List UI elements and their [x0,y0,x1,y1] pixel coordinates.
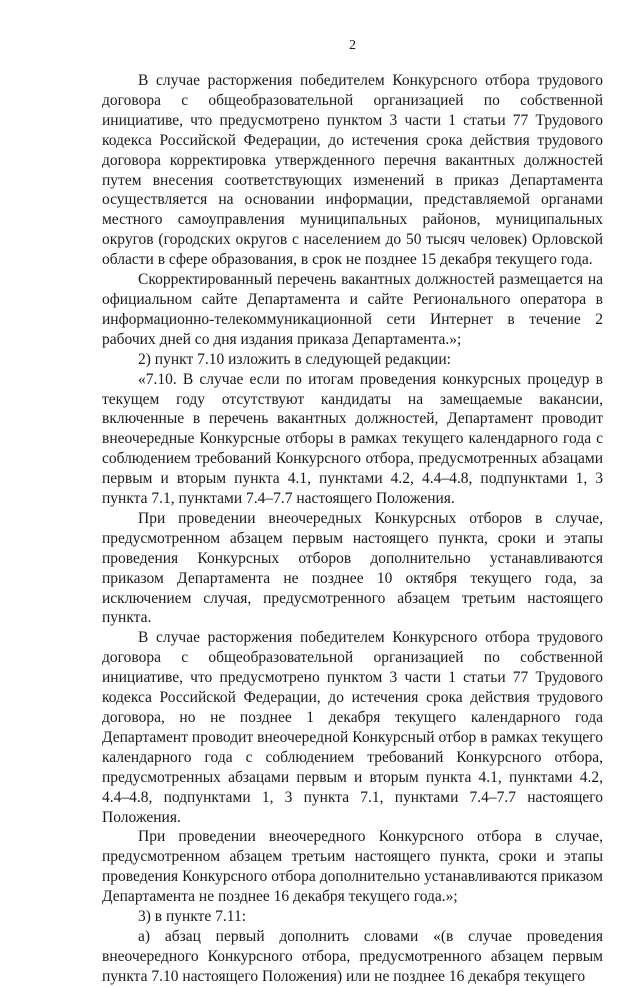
paragraph-termination-vacancy-list: В случае расторжения победителем Конкурсного отбора трудового договора с общеобразовательной организацией по собственной инициативе, что предусмотрено пунктом 3 части 1 статьи 77 Трудового кодекса Российской Федерации, до истечения срока действия трудового договора корректировка утвержденного перечня вакантных должностей путем внесения соответствующих изменений в приказ Департамента осуществляется на основании информации, представляемой органами местного самоуправления муниципальных районов, муниципальных округов (городских округов с населением до 50 тысяч человек) Орловской области в сфере образования, в срок не позднее 15 декабря текущего года. [102,72,603,269]
paragraph-extraordinary-selection-deadlines: При проведении внеочередного Конкурсного отбора в случае, предусмотренном абзацем третьим настоящего пункта, сроки и этапы проведения Конкурсного отбора дополнительно устанавливаются приказом Департамента не позднее 16 декабря текущего года.»; [102,828,603,906]
paragraph-point-7-10: «7.10. В случае если по итогам проведения конкурсных процедур в текущем году отсутствуют кандидаты на замещаемые вакансии, включенные в перечень вакантных должностей, Департамент проводит внеочередные Конкурсные отборы в рамках текущего календарного года с соблюдением требований Конкурсного отбора, предусмотренных абзацами первым и вторым пункта 4.1, пунктами 4.2, 4.4–4.8, подпунктами 1, 3 пункта 7.1, пунктами 7.4–7.7 настоящего Положения. [102,370,603,508]
page-number: 2 [349,38,356,53]
paragraph-corrected-list-publication: Скорректированный перечень вакантных должностей размещается на официальном сайте Департамента и сайте Регионального оператора в информационно-телекоммуникационной сети Интернет в течение 2 рабочих дней со дня издания приказа Департамента.»; [102,271,603,348]
paragraph-termination-extraordinary-selection: В случае расторжения победителем Конкурсного отбора трудового договора с общеобразовательной организацией по собственной инициативе, что предусмотрено пунктом 3 части 1 статьи 77 Трудового кодекса Российской Федерации, до истечения срока действия трудового договора, но не позднее 1 декабря текущего календарного года Департамент проводит внеочередной Конкурсный отбор в рамках текущего календарного года с соблюдением требований Конкурсного отбора, предусмотренных абзацами первым и вторым пункта 4.1, пунктами 4.2, 4.4–4.8, подпунктами 1, 3 пункта 7.1, пунктами 7.4–7.7 настоящего Положения. [102,629,603,826]
paragraph-subpoint-a: а) абзац первый дополнить словами «(в случае проведения внеочередного Конкурсного отбора, предусмотренного абзацем первым пункта 7.10 настоящего Положения) или не позднее 16 декабря текущего [102,927,603,985]
paragraph-extraordinary-selections-deadlines: При проведении внеочередных Конкурсных отборов в случае, предусмотренном абзацем первым настоящего пункта, сроки и этапы проведения Конкурсных отборов дополнительно устанавливаются приказом Департамента не позднее 10 октября текущего года, за исключением случая, предусмотренного абзацем третьим настоящего пункта. [102,509,603,627]
list-item-point-2: 2) пункт 7.10 изложить в следующей редакции: [138,350,451,368]
list-item-point-3: 3) в пункте 7.11: [138,908,247,926]
